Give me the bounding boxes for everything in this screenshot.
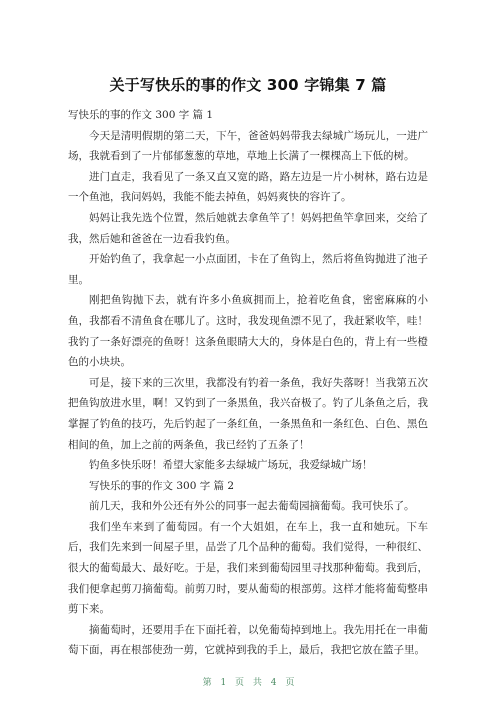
paragraph: 我们坐车来到了葡萄园。有一个大姐姐，在车上，我一直和她玩。下车后，我们先来到一间屋子里，品尝了几个品种的葡萄。我们觉得，一种很红、很大的葡萄最大、最好吃。于是，我们来到葡萄园里寻找那种葡萄。我到后，我们便拿起剪刀摘葡萄。前剪刀时，要从葡萄的根部剪。这样才能将葡萄整串剪下来。 [68,520,428,616]
paragraph: 钓鱼多快乐呀！希望大家能多去绿城广场玩，我爱绿城广场！ [89,459,373,472]
document-title: 关于写快乐的事的作文 300 字锦集 7 篇 [109,76,387,94]
document-body [68,105,428,661]
paragraph: 可是，接下来的三次里，我都没有钓着一条鱼，我好失落呀！当我第五次把鱼钩放进水里，啊！又钓到了一条黑鱼，我兴奋极了。钓了儿条鱼之后，我掌握了钓鱼的技巧，先后钓起了一条红鱼，一条黑鱼和一条红色、白色、黑色相间的鱼，加上之前的两条鱼，我已经钓了五条了！ [68,376,428,451]
paragraph: 摘葡萄时，还要用手在下面托着，以免葡萄掉到地上。我先用托在一串葡萄下面，再在根部使劲一剪，它就掉到我的手上，最后，我把它放在篮子里。 [68,623,428,657]
paragraph: 开始钓鱼了，我拿起一小点面团，卡在了鱼钩上，然后将鱼钩抛进了池子里。 [68,253,428,286]
section-heading: 写快乐的事的作文 300 字 篇 2 [89,479,235,492]
paragraph: 前几天，我和外公还有外公的同事一起去葡萄园摘葡萄。我可快乐了。 [89,500,415,513]
paragraph: 进门直走，我看见了一条又直又宽的路，路左边是一片小树林，路右边是一个鱼池，我问妈妈，我能不能去掉鱼，妈妈爽快的容许了。 [68,170,428,204]
page-footer [0,675,500,688]
paragraph: 妈妈让我先选个位置，然后她就去拿鱼竿了！妈妈把鱼竿拿回来，交给了我，然后她和爸爸在一边看我钓鱼。 [68,211,428,245]
page-number-label: 第 1 页 共 4 页 [202,678,298,688]
paragraph: 今天是清明假期的第二天，下午，爸爸妈妈带我去绿城广场玩儿，一进广场，我就看到了一片郁郁葱葱的草地，草地上长满了一棵棵高上下低的树。 [68,129,428,163]
paragraph: 刚把鱼钩抛下去，就有许多小鱼疯拥而上，抢着吃鱼食，密密麻麻的小鱼，我都看不清鱼食在哪儿了。这时，我发现鱼漂不见了，我赶紧收竿，哇！我钓了一条好漂亮的鱼呀！这条鱼眼睛大大的，身体是白色的，背上有一些橙色的小块块。 [68,294,428,369]
section-heading: 写快乐的事的作文 300 字 篇 1 [68,109,214,121]
